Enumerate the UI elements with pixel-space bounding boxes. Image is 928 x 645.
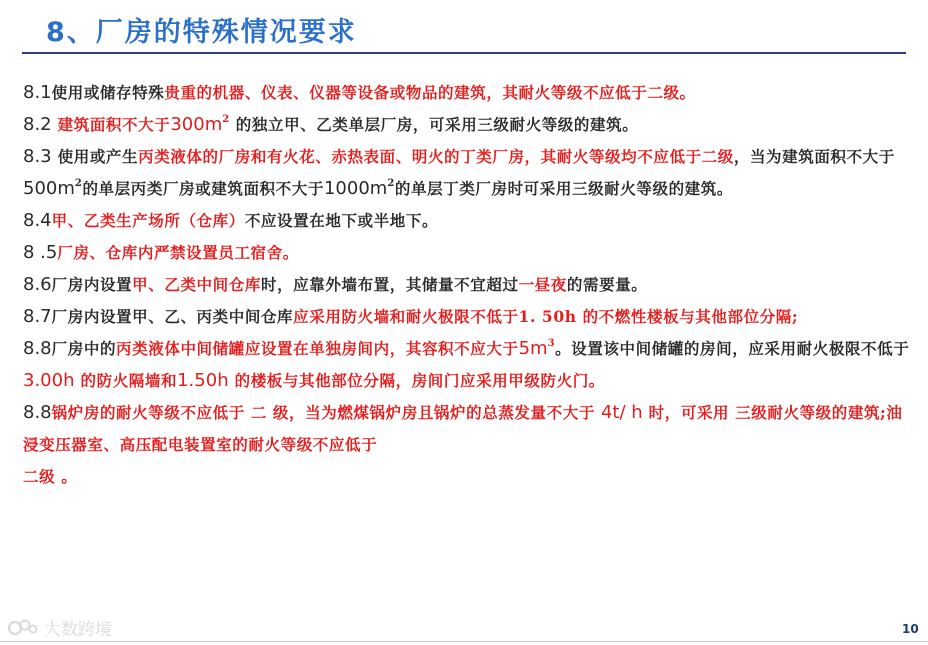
logo-icon	[8, 617, 38, 637]
footer-divider	[0, 641, 928, 642]
item-number: 8 .5	[23, 242, 58, 263]
item-8-3: 8.3 使用或产生丙类液体的厂房和有火花、赤热表面、明火的丁类厂房，其耐火等级均不应低于二级，当为建筑面积不大于$500m^2$的单层丙类厂房或建筑面积不大于$1000m^2$的单层丁类厂房时可采用三级耐火等级的建筑。	[23, 146, 895, 199]
item-number: 8.8	[23, 338, 52, 359]
item-number: 8.6	[23, 274, 52, 295]
item-number: 8.7	[23, 306, 52, 327]
item-8-6: 8.6厂房内设置甲、乙类中间仓库时，应靠外墙布置，其储量不宜超过一昼夜的需要量。	[23, 274, 648, 295]
item-8-4: 8.4甲、乙类生产场所（仓库）不应设置在地下或半地下。	[23, 210, 439, 231]
item-number: 8.4	[23, 210, 52, 231]
item-8-2: 8.2 建筑面积不大于$300m^2$ 的独立甲、乙类单层厂房，可采用三级耐火等级的建筑。	[23, 114, 639, 135]
content-body	[23, 77, 913, 493]
item-8-5: 8 .5厂房、仓库内严禁设置员工宿舍。	[23, 242, 299, 263]
logo-text: 大数跨境	[44, 619, 112, 640]
item-8-8-storage-tank: 8.8厂房中的丙类液体中间储罐应设置在单独房间内，其容积不应大于$5m^3$。设置该中间储罐的房间，应采用耐火极限不低于3.00h 的防火隔墙和1.50h 的楼板与其他部位分隔，房间门应采用甲级防火门。	[23, 338, 910, 391]
page-number: 10	[902, 622, 919, 636]
item-8-8-boiler-room: 8.8锅炉房的耐火等级不应低于 二 级，当为燃煤锅炉房且锅炉的总蒸发量不大于 4t/ h 时，可采用 三级耐火等级的建筑;油浸变压器室、高压配电装置室的耐火等级不应低于 二级 。	[23, 402, 903, 486]
item-8-1: 8.1使用或储存特殊贵重的机器、仪表、仪器等设备或物品的建筑，其耐火等级不应低于二级。	[23, 82, 696, 103]
title-underline	[22, 52, 906, 54]
slide-title: 8、厂房的特殊情况要求	[46, 17, 357, 48]
item-number: 8.2	[23, 114, 52, 135]
watermark-logo	[8, 615, 112, 639]
item-8-7: 8.7厂房内设置甲、乙、丙类中间仓库应采用防火墙和耐火极限不低于1. 50h 的不燃性楼板与其他部位分隔;	[23, 306, 799, 327]
item-number: 8.8	[23, 402, 52, 423]
item-number: 8.3	[23, 146, 52, 167]
item-number: 8.1	[23, 82, 52, 103]
